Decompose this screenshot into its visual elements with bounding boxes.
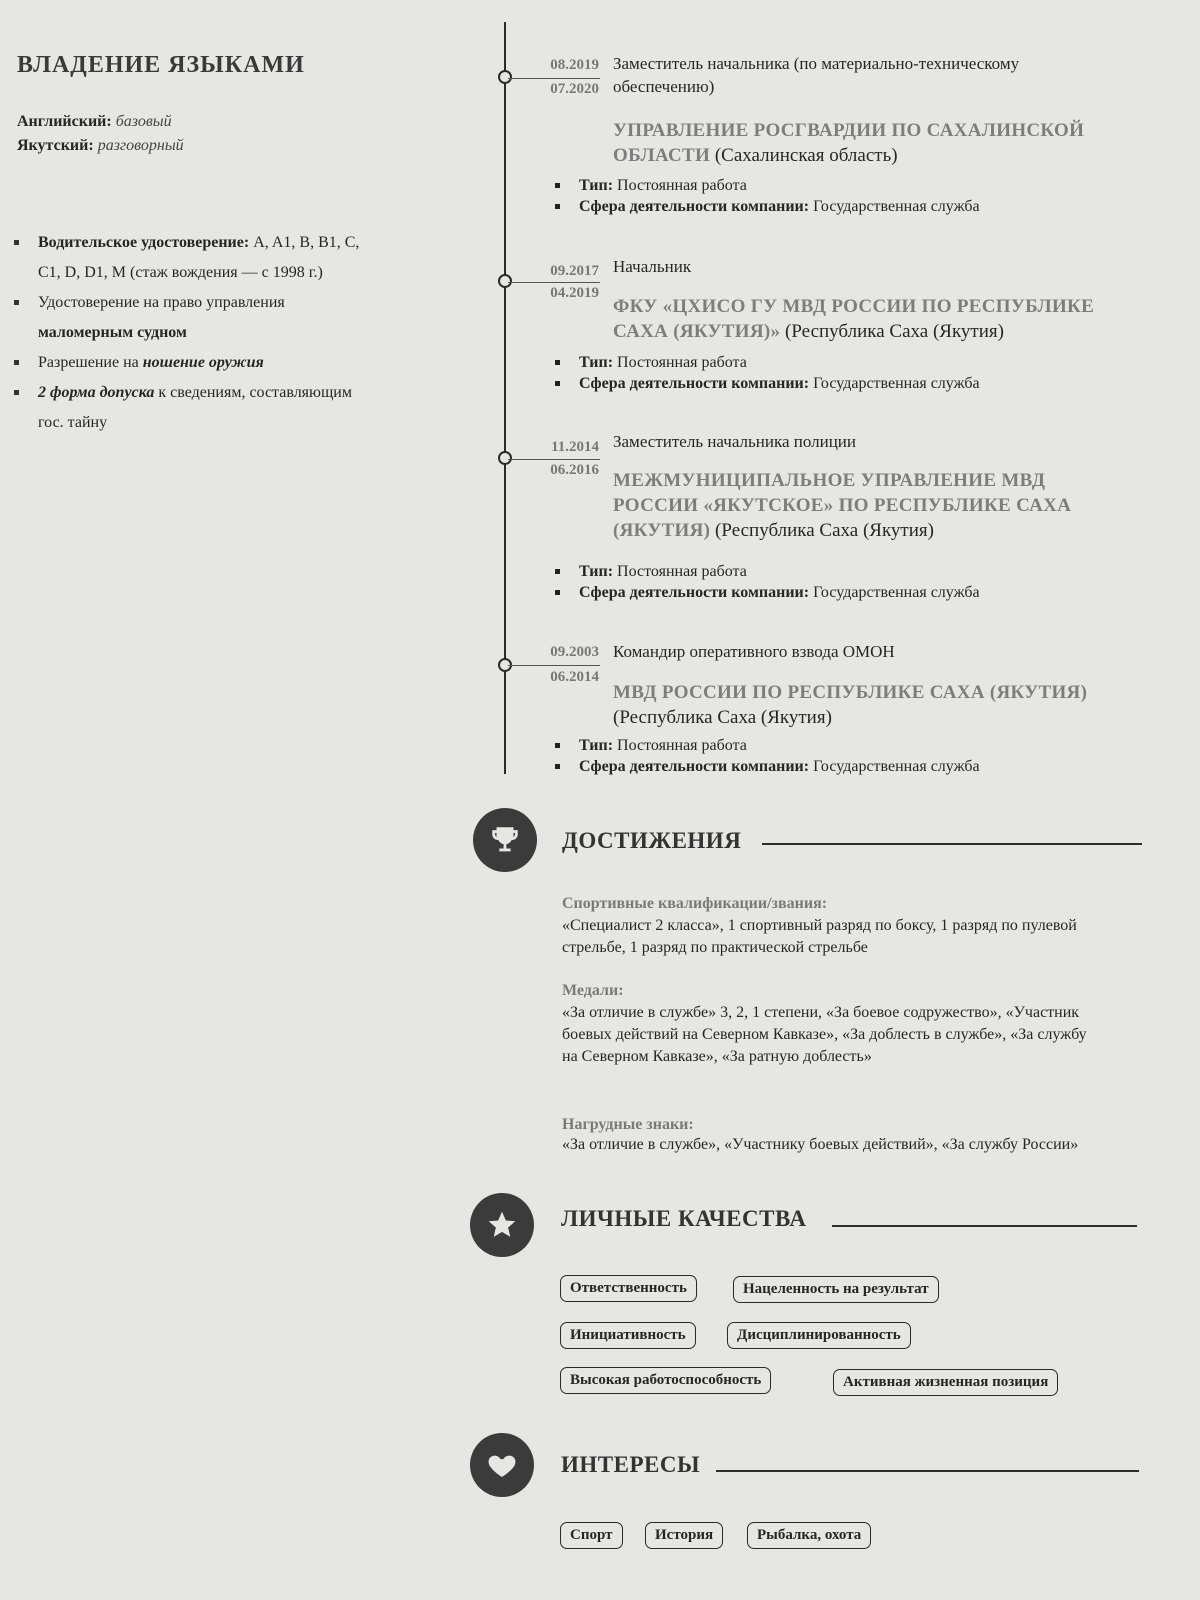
employer-region: (Сахалинская область) xyxy=(714,145,898,166)
heart-icon xyxy=(470,1433,534,1497)
detail-sphere: Сфера деятельности компании: Государственная служба xyxy=(554,756,980,777)
job-position: Заместитель начальника (по материально-техническому обеспечению) xyxy=(613,54,1020,96)
qualities-title: ЛИЧНЫЕ КАЧЕСТВА xyxy=(561,1206,807,1231)
job-details xyxy=(554,352,980,394)
job-details xyxy=(554,735,980,777)
achievement-block xyxy=(562,893,1102,959)
detail-sphere: Сфера деятельности компании: Государственная служба xyxy=(554,582,980,603)
date-from: 09.2003 xyxy=(550,644,599,660)
language-name: Якутский: xyxy=(17,137,94,154)
date-separator xyxy=(508,459,600,460)
date-from: 08.2019 xyxy=(550,57,599,73)
language-level: базовый xyxy=(115,113,172,130)
quality-tag: Инициативность xyxy=(560,1322,696,1349)
quality-tag: Ответственность xyxy=(560,1275,697,1302)
timeline-node xyxy=(498,274,512,288)
employer xyxy=(613,680,1113,730)
date-to: 06.2016 xyxy=(550,462,599,478)
languages-title: ВЛАДЕНИЕ ЯЗЫКАМИ xyxy=(17,52,305,78)
interests-title: ИНТЕРЕСЫ xyxy=(561,1452,701,1477)
list-item xyxy=(12,378,412,438)
secret-bold: 2 форма допуска xyxy=(38,384,155,401)
achievement-label: Спортивные квалификации/звания: xyxy=(562,895,828,912)
secret-rest: к сведениям, составляющим xyxy=(158,384,352,401)
employer xyxy=(613,468,1113,543)
achievement-label: Нагрудные знаки: xyxy=(562,1116,694,1133)
achievement-text: «Специалист 2 класса», 1 спортивный разряд по боксу, 1 разряд по пулевой стрельбе, 1 разряд по практической стрельбе xyxy=(562,917,1077,956)
job-details xyxy=(554,175,980,217)
employer xyxy=(613,294,1113,344)
license-label: Водительское удостоверение: xyxy=(38,234,250,251)
job-position: Командир оперативного взвода ОМОН xyxy=(613,642,895,661)
list-item xyxy=(12,288,412,348)
detail-type: Тип: Постоянная работа xyxy=(554,352,980,373)
job-position: Заместитель начальника полиции xyxy=(613,432,857,451)
date-to: 04.2019 xyxy=(550,285,599,301)
language-level: разговорный xyxy=(97,137,184,154)
list-item xyxy=(12,348,412,378)
section-rule xyxy=(832,1225,1137,1227)
detail-type: Тип: Постоянная работа xyxy=(554,175,980,196)
job-details xyxy=(554,561,980,603)
date-from: 11.2014 xyxy=(551,439,599,455)
interest-tag: Рыбалка, охота xyxy=(747,1522,871,1549)
timeline-node xyxy=(498,451,512,465)
date-from: 09.2017 xyxy=(550,263,599,279)
detail-sphere: Сфера деятельности компании: Государственная служба xyxy=(554,196,980,217)
languages-list xyxy=(17,110,184,158)
employer-name: ФКУ «ЦХИСО ГУ МВД РОССИИ ПО РЕСПУБЛИКЕ САХА (ЯКУТИЯ)» xyxy=(613,296,1095,342)
weapon-prefix: Разрешение на xyxy=(38,354,139,371)
achievements-title: ДОСТИЖЕНИЯ xyxy=(562,828,742,853)
date-to: 07.2020 xyxy=(550,81,599,97)
achievement-text: «За отличие в службе» 3, 2, 1 степени, «За боевое содружество», «Участник боевых действий на Северном Кавказе», «За доблесть в службе», «За службу на Северном Кавказе», «За ратную доблесть» xyxy=(562,1004,1087,1065)
date-to: 06.2014 xyxy=(550,669,599,685)
job-position: Начальник xyxy=(613,257,692,276)
employer-region: (Республика Саха (Якутия) xyxy=(785,321,1004,342)
section-rule xyxy=(762,843,1142,845)
employer-name: УПРАВЛЕНИЕ РОСГВАРДИИ ПО САХАЛИНСКОЙ ОБЛАСТИ xyxy=(613,120,1085,166)
boat-line-bold: маломерным судном xyxy=(38,324,187,341)
license-value: A, A1, B, B1, C, xyxy=(253,234,360,251)
interest-tag: История xyxy=(645,1522,723,1549)
list-item xyxy=(12,228,412,288)
employer xyxy=(613,118,1113,168)
quality-tag: Нацеленность на результат xyxy=(733,1276,939,1303)
timeline-node xyxy=(498,70,512,84)
star-icon xyxy=(470,1193,534,1257)
quality-tag: Активная жизненная позиция xyxy=(833,1369,1058,1396)
quality-tag: Дисциплинированность xyxy=(727,1322,911,1349)
employer-region: (Республика Саха (Якутия) xyxy=(715,520,934,541)
weapon-bold: ношение оружия xyxy=(142,354,264,371)
date-separator xyxy=(508,282,600,283)
achievement-label: Медали: xyxy=(562,982,624,999)
quality-tag: Высокая работоспособность xyxy=(560,1367,771,1394)
date-separator xyxy=(508,665,600,666)
date-separator xyxy=(508,78,600,79)
achievement-block xyxy=(562,980,1102,1068)
achievement-block xyxy=(562,1114,1102,1153)
interest-tag: Спорт xyxy=(560,1522,623,1549)
detail-sphere: Сфера деятельности компании: Государственная служба xyxy=(554,373,980,394)
license-value-2: C1, D, D1, M (стаж вождения — с 1998 г.) xyxy=(38,264,323,281)
employer-name: МЕЖМУНИЦИПАЛЬНОЕ УПРАВЛЕНИЕ МВД РОССИИ «ЯКУТСКОЕ» ПО РЕСПУБЛИКЕ САХА (ЯКУТИЯ) xyxy=(613,470,1072,541)
additional-info-list xyxy=(12,228,412,438)
employer-name: МВД РОССИИ ПО РЕСПУБЛИКЕ САХА (ЯКУТИЯ) xyxy=(613,682,1088,703)
achievement-text: «За отличие в службе», «Участнику боевых действий», «За службу России» xyxy=(562,1136,1079,1153)
detail-type: Тип: Постоянная работа xyxy=(554,561,980,582)
language-name: Английский: xyxy=(17,113,112,130)
language-item xyxy=(17,110,184,134)
language-item xyxy=(17,134,184,158)
trophy-icon xyxy=(473,808,537,872)
detail-type: Тип: Постоянная работа xyxy=(554,735,980,756)
secret-rest-2: гос. тайну xyxy=(38,414,108,431)
boat-line: Удостоверение на право управления xyxy=(38,294,285,311)
section-rule xyxy=(716,1470,1139,1472)
employer-region: (Республика Саха (Якутия) xyxy=(613,707,832,728)
